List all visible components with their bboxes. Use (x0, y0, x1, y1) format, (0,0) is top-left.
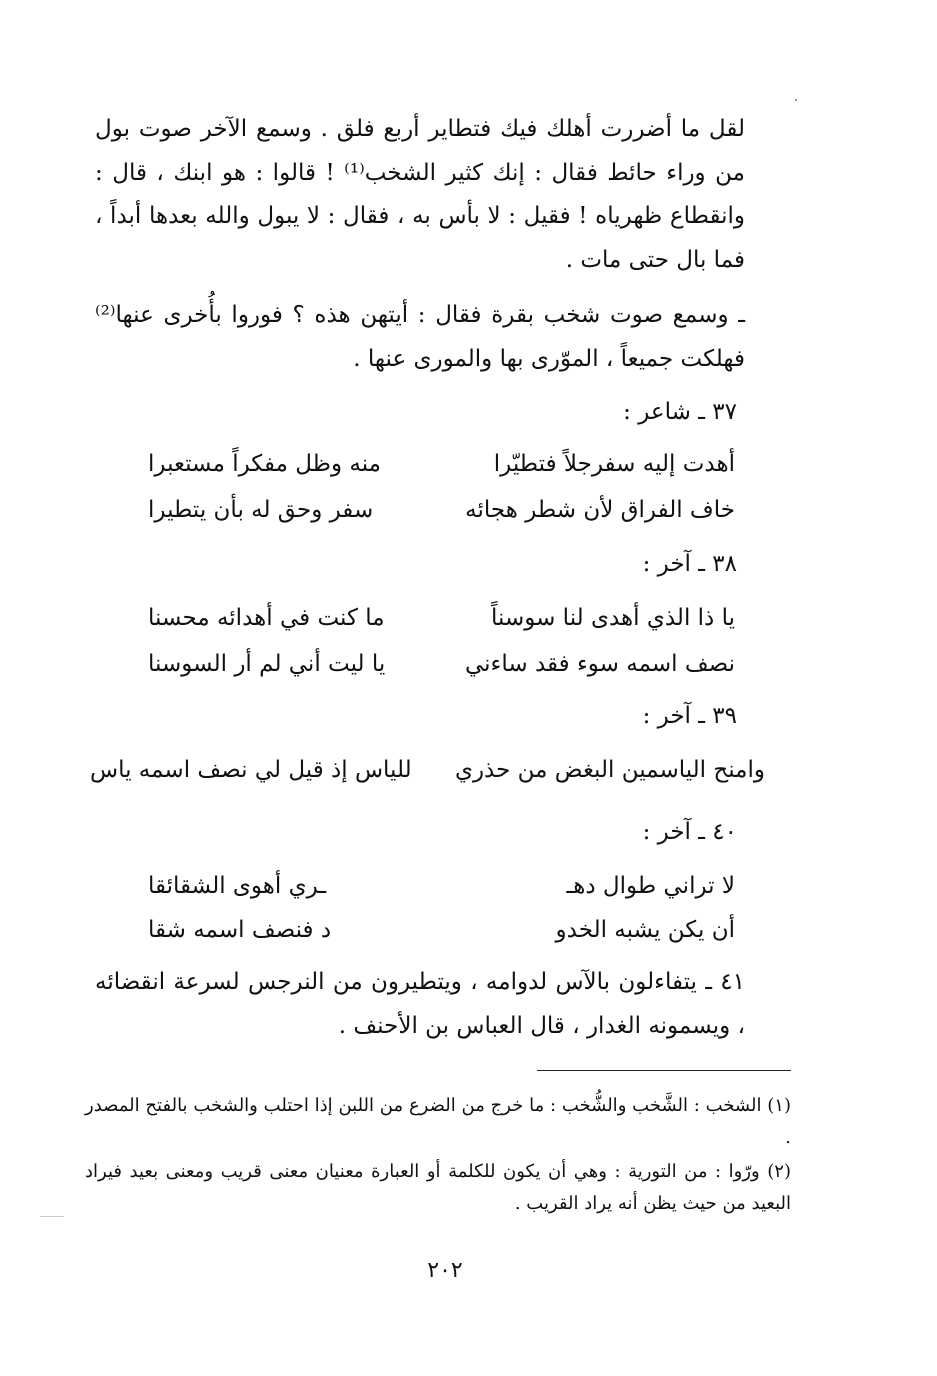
verse-38-1-first-hemistich: يا ذا الذي أهدى لنا سوسناً (491, 605, 735, 631)
page-number: ٢٠٢ (427, 1258, 463, 1283)
footnote-1: (١) الشخب : الشَّخب والشُّخب : ما خرج من الضرع من اللبن إذا احتلب والشخب بالفتح المصدر . (85, 1095, 791, 1148)
verse-39-1-first-hemistich: وامنح الياسمين البغض من حذري (454, 757, 765, 783)
heading-38: ٣٨ ـ آخر : (642, 551, 737, 577)
verse-38-2-first-hemistich: نصف اسمه سوء فقد ساءني (464, 651, 735, 677)
footnote-2: (٢) ورّوا : من التورية : وهي أن يكون للكلمة أو العبارة معنيان معنى قريب ومعنى بعيد فيراد البعيد من حيث يظن أنه يراد القريب . (85, 1161, 791, 1214)
verse-40-1-second-hemistich: ـري أهوى الشقائقا (148, 873, 327, 899)
heading-39: ٣٩ ـ آخر : (642, 703, 737, 729)
verse-38-2-second-hemistich: يا ليت أني لم أر السوسنا (148, 651, 386, 677)
heading-40: ٤٠ ـ آخر : (642, 819, 737, 845)
verse-38-1-second-hemistich: ما كنت في أهدائه محسنا (148, 605, 385, 631)
verse-40-2-second-hemistich: د فنصف اسمه شقا (148, 917, 332, 943)
heading-37: ٣٧ ـ شاعر : (623, 399, 737, 425)
paragraph-41: ٤١ ـ يتفاءلون بالآس لدوامه ، ويتطيرون من النرجس لسرعة انقضائه ، ويسمونه الغدار ، قال العباس بن الأحنف . (95, 969, 745, 1039)
verse-37-1-first-hemistich: أهدت إليه سفرجلاً فتطيّرا (493, 451, 735, 477)
verse-40-1-first-hemistich: لا تراني طوال دهـ (566, 873, 735, 899)
footnote-separator (537, 1070, 791, 1071)
verse-39-1-second-hemistich: للياس إذ قيل لي نصف اسمه ياس (90, 757, 412, 783)
verse-40-2-first-hemistich: أن يكن يشبه الخدو (555, 917, 735, 943)
verse-37-2-first-hemistich: خاف الفراق لأن شطر هجائه (465, 497, 735, 523)
scan-speck (40, 1216, 64, 1217)
verse-37-2-second-hemistich: سفر وحق له بأن يتطيرا (148, 497, 374, 523)
verse-37-1-second-hemistich: منه وظل مفكراً مستعبرا (148, 451, 381, 477)
paragraph-anecdote-1: لقل ما أضررت أهلك فيك فتطاير أربع فلق . وسمع الآخر صوت بول من وراء حائط فقال : إنك كثير الشخب⁽¹⁾ ! قالوا : هو ابنك ، قال : وانقطاع ظهرياه ! فقيل : لا بأس به ، فقال : لا يبول والله بعدها أبداً ، فما بال حتى مات . (95, 116, 745, 273)
paragraph-anecdote-2: ـ وسمع صوت شخب بقرة فقال : أيتهن هذه ؟ فوروا بأُخرى عنها⁽²⁾ فهلكت جميعاً ، الموّرى بها والمورى عنها . (95, 302, 745, 372)
scan-speck (795, 99, 797, 101)
